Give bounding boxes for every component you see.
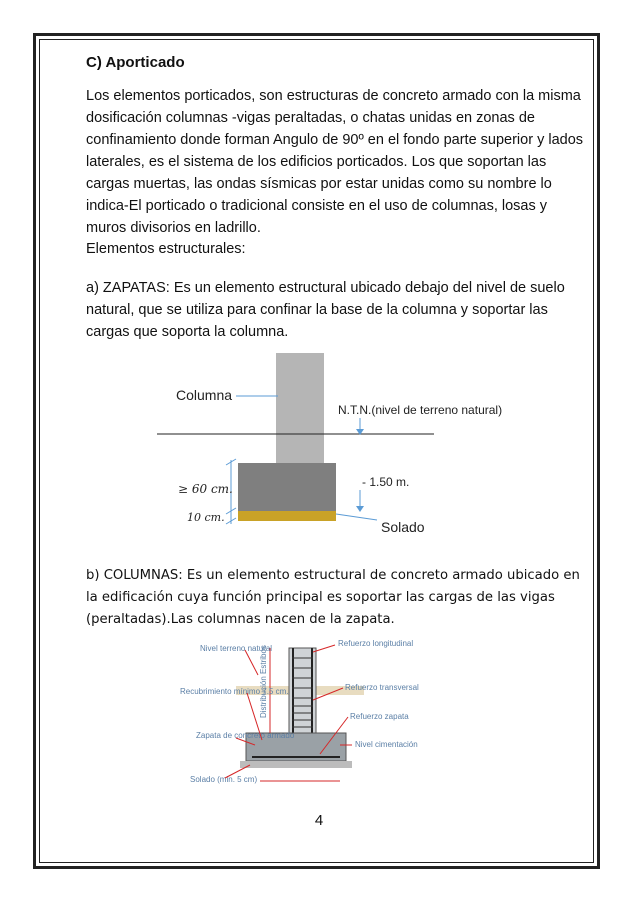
recubrimiento-label: Recubrimiento mínimo 7.5 cm.: [180, 687, 289, 696]
intro-paragraph: Los elementos porticados, son estructuras de concreto armado con la misma dosificación columnas -vigas peraltadas, o chatas unidas en zonas de confinamiento donde forman Angulo de 90º en el fondo parte superior y lados laterales, es el sistema de los edificios porticados. Los que soportan las cargas muertas, las ondas sísmicas por estar unidas como su nombre lo indica-El porticado o tradicional consiste en el uso de columnas, losas y muros divisorios en ladrillo.: [86, 88, 584, 236]
solado-leader-line: [336, 514, 377, 520]
ntn-label: N.T.N.(nivel de terreno natural): [338, 403, 503, 417]
solado-shape: [238, 511, 336, 521]
zapata-label: Zapata de concreto armado: [196, 731, 295, 740]
elements-title: Elementos estructurales:: [86, 241, 246, 257]
refuerzo-transversal-label: Refuerzo transversal: [345, 683, 419, 692]
refuerzo-longitudinal-label: Refuerzo longitudinal: [338, 639, 414, 648]
nivel-terreno-label: Nivel terreno natural: [200, 644, 273, 653]
height-label: ≥ 60 cm.: [178, 482, 233, 496]
distribucion-label: Distribución Estribos: [259, 645, 268, 718]
solado-thickness-label: 10 cm.: [187, 511, 225, 524]
solado-layer: [240, 761, 352, 768]
depth-label: - 1.50 m.: [362, 475, 410, 489]
refuerzo-zapata-label: Refuerzo zapata: [350, 712, 409, 721]
column-shape: [276, 353, 324, 463]
solado-label: Solado: [381, 519, 425, 535]
solado-min-label: Solado (min. 5 cm): [190, 775, 258, 784]
page-number: 4: [314, 812, 324, 829]
column-label: Columna: [176, 387, 233, 403]
reinforcement-diagram: [180, 639, 419, 784]
nivel-cimentacion-label: Nivel cimentación: [355, 740, 418, 749]
footing-shape: [238, 463, 336, 511]
section-heading: C) Aporticado: [86, 54, 185, 71]
columnas-paragraph: b) COLUMNAS: Es un elemento estructural de concreto armado ubicado en la edificación cuya función principal es soportar las cargas de las vigas (peraltadas).Las columnas nacen de la zapata.: [86, 568, 580, 627]
zapatas-paragraph: a) ZAPATAS: Es un elemento estructural ubicado debajo del nivel de suelo natural, que se utiliza para confinar la base de la columna y soportar las cargas que soporta la columna.: [86, 280, 565, 340]
depth-arrow-head: [356, 506, 364, 512]
